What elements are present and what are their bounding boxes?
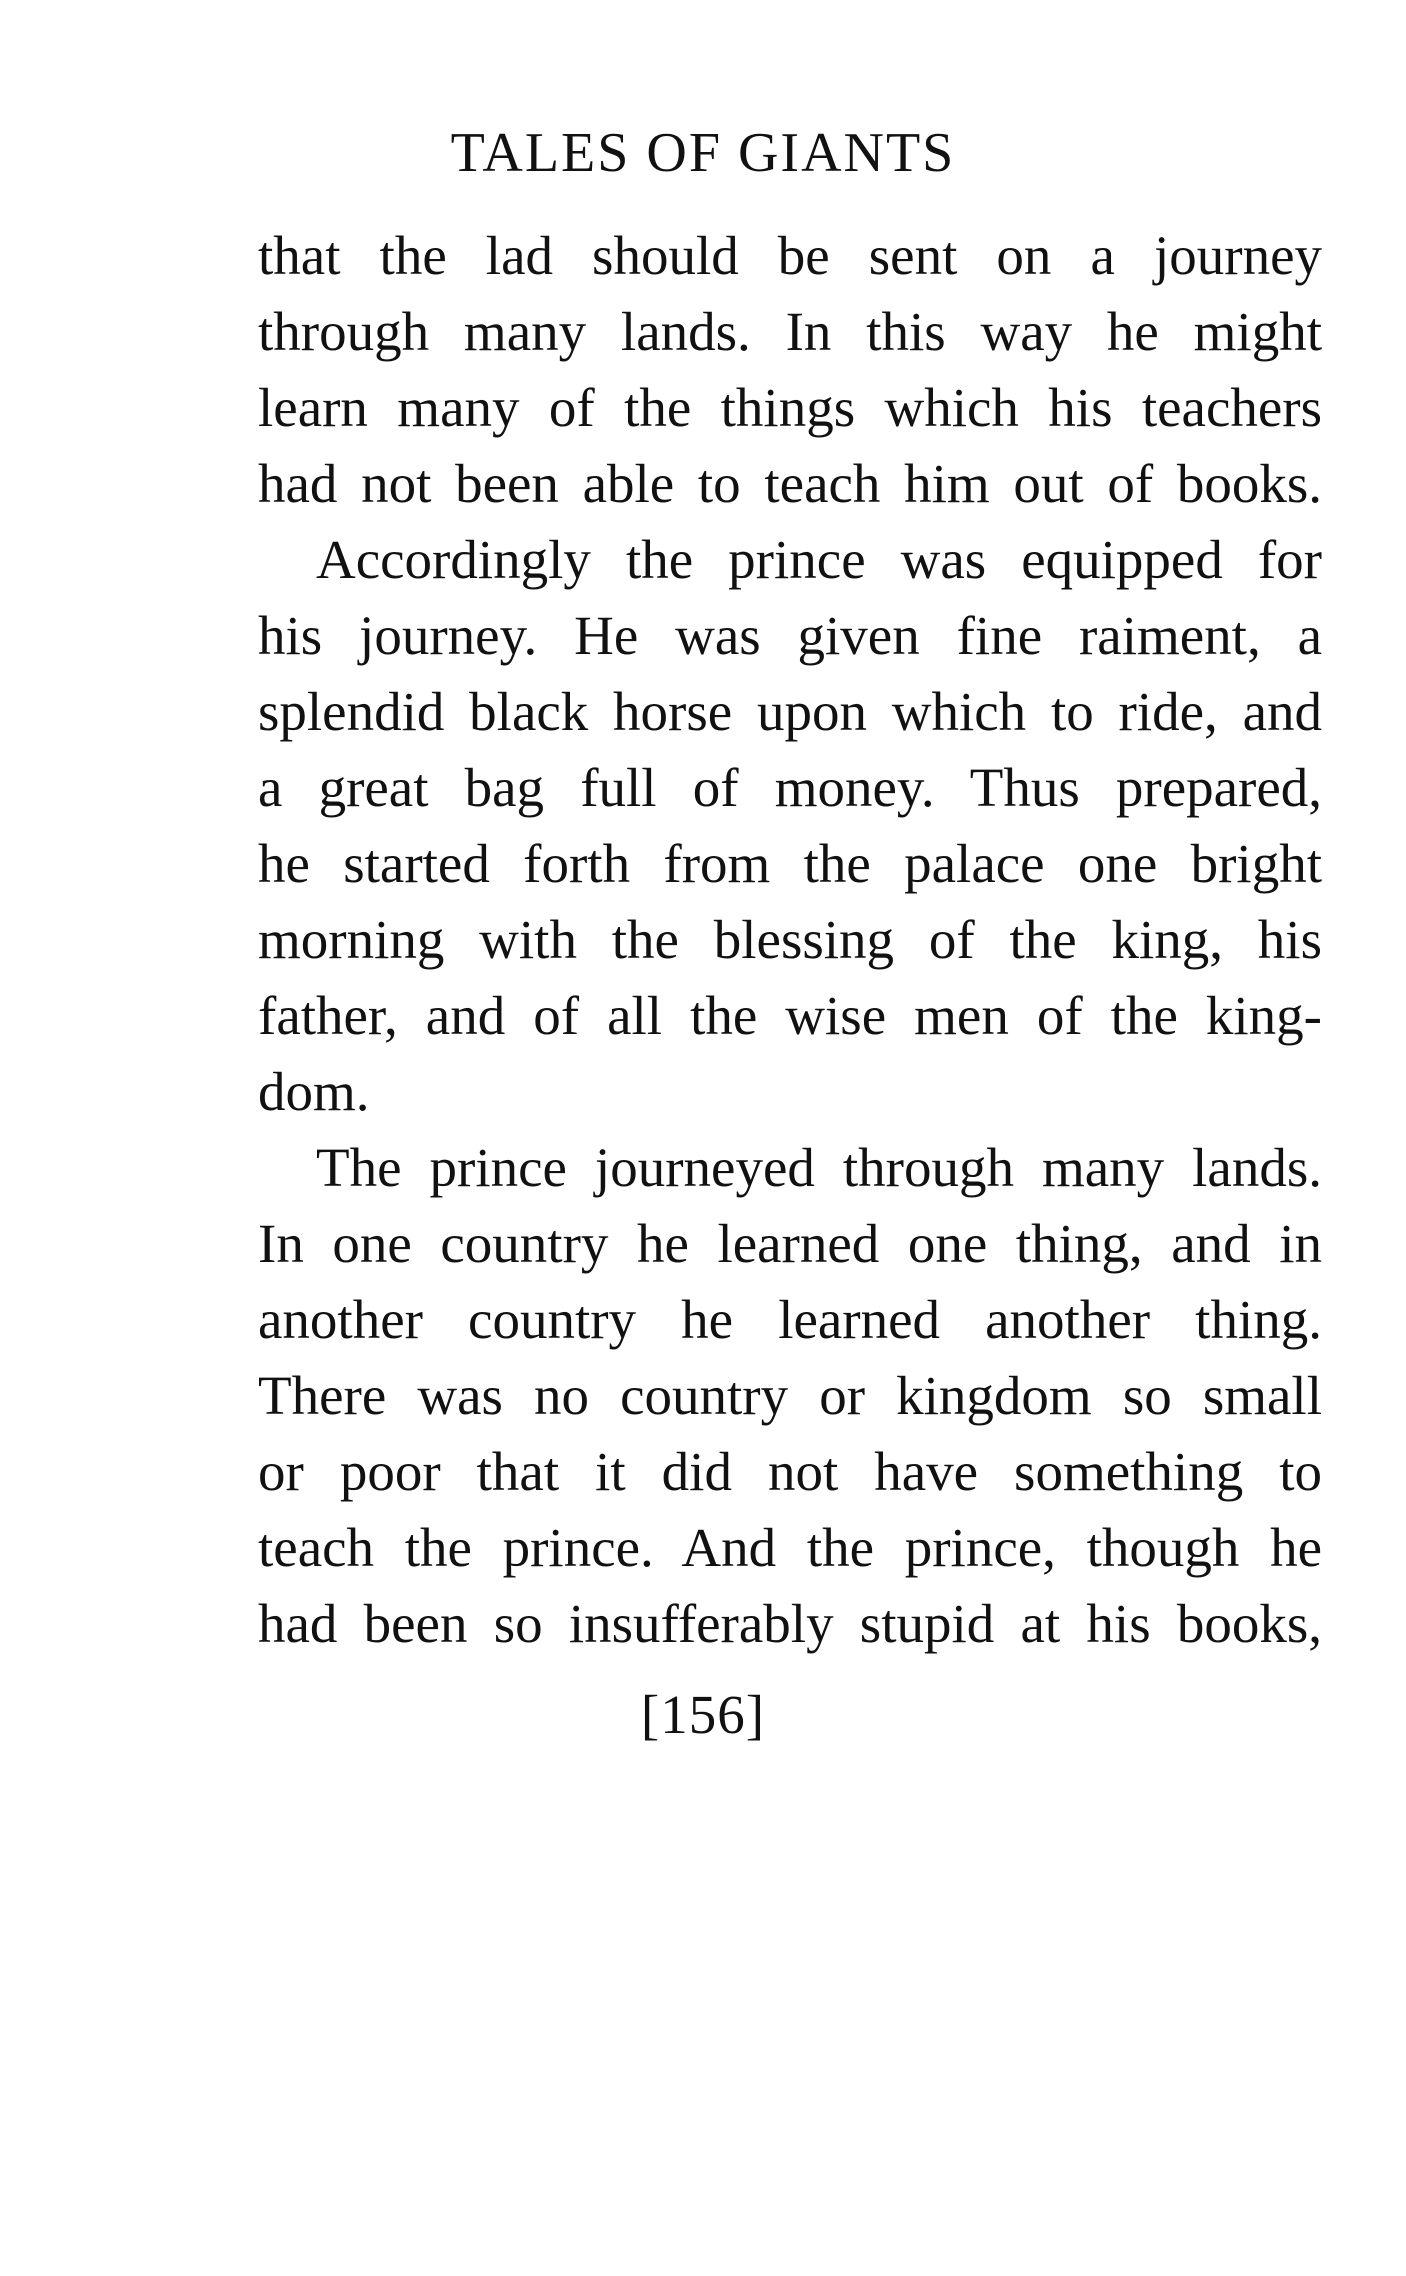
- text-line: father, and of all the wise men of the king-: [258, 985, 1322, 1046]
- text-line: that the lad should be sent on a journey: [258, 225, 1322, 286]
- page-number: [156]: [640, 1684, 766, 1745]
- text-line: There was no country or kingdom so small: [258, 1365, 1322, 1426]
- text-line: his journey. He was given fine raiment, a: [258, 605, 1322, 666]
- text-line: a great bag full of money. Thus prepared,: [258, 757, 1322, 818]
- text-line: morning with the blessing of the king, his: [258, 909, 1322, 970]
- paragraph-start-line: Accordingly the prince was equipped for: [316, 529, 1322, 590]
- text-line: learn many of the things which his teachers: [258, 377, 1322, 438]
- running-head: TALES OF GIANTS: [450, 122, 956, 184]
- paragraph-end-line: dom.: [258, 1061, 370, 1122]
- text-line: splendid black horse upon which to ride, and: [258, 681, 1322, 742]
- text-line: In one country he learned one thing, and in: [258, 1213, 1322, 1274]
- text-line: another country he learned another thing.: [258, 1289, 1322, 1350]
- text-line: had been so insufferably stupid at his books,: [258, 1593, 1322, 1654]
- body-text: [258, 218, 1322, 1662]
- paragraph-start-line: The prince journeyed through many lands.: [316, 1137, 1322, 1198]
- text-line: had not been able to teach him out of books.: [258, 453, 1322, 514]
- text-line: through many lands. In this way he might: [258, 301, 1322, 362]
- text-line: teach the prince. And the prince, though he: [258, 1517, 1322, 1578]
- text-line: he started forth from the palace one bright: [258, 833, 1322, 894]
- text-line: or poor that it did not have something to: [258, 1441, 1322, 1502]
